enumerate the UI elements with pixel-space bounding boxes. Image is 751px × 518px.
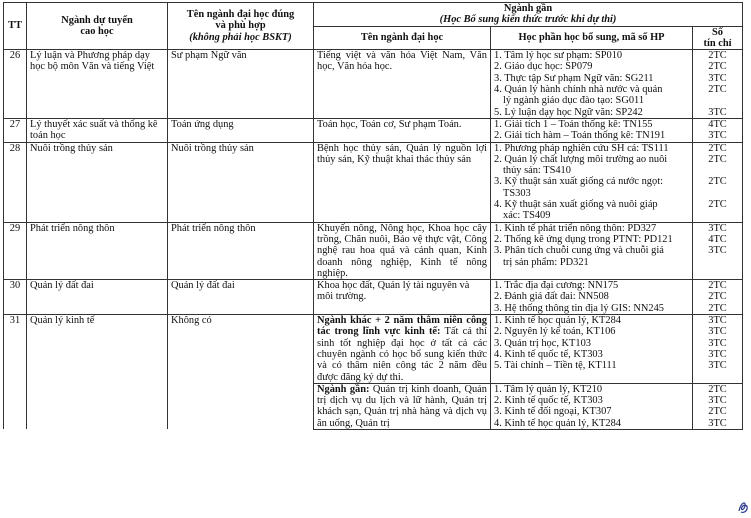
table-row — [4, 142, 743, 222]
header-so-tin-chi: Số tín chỉ — [693, 26, 743, 50]
related-majors: Bệnh học thủy sản, Quản lý nguồn lợi thủy sản, Kỹ thuật khai thác thủy sản — [314, 142, 491, 222]
matching-major: Sư phạm Ngữ văn — [168, 50, 314, 119]
credits: 4TC 3TC — [693, 118, 743, 142]
related-majors: Khoa học đất, Quản lý tài nguyên và môi trường. — [314, 280, 491, 315]
signature-mark — [736, 498, 750, 514]
supplementary-course-table — [3, 2, 743, 430]
related-majors: Khuyến nông, Nông học, Khoa học cây trồng, Chăn nuôi, Bảo vệ thực vật, Công nghệ rau hoa quả và cảnh quan, Kinh doanh nông nghiệp, Kinh tế nông nghiệp. — [314, 222, 491, 279]
credits: 3TC 4TC 3TC — [693, 222, 743, 279]
credits: 2TC 3TC 2TC 3TC — [693, 383, 743, 429]
table-row — [4, 315, 743, 384]
related-majors-other: Ngành khác + 2 năm thâm niên công tác trong lĩnh vực kinh tế: Tất cả thí sinh tốt nghiệp đại học ở tất cả các chuyên ngành có học bổ sung kiến thức và có thâm niên công tác 2 năm đều được đăng ký dự thi. — [314, 315, 491, 384]
table-row — [4, 50, 743, 119]
credits: 2TC 2TC 3TC 2TC 3TC — [693, 50, 743, 119]
header-hoc-phan: Học phần học bổ sung, mã số HP — [491, 26, 693, 50]
target-major: Quản lý kinh tế — [27, 315, 168, 430]
supplementary-courses: 1. Kinh tế học quản lý, KT284 2. Nguyên lý kế toán, KT106 3. Quản trị học, KT103 4. Kinh tế quốc tế, KT303 5. Tài chính – Tiền tệ, KT111 — [491, 315, 693, 384]
target-major: Phát triển nông thôn — [27, 222, 168, 279]
matching-major: Không có — [168, 315, 314, 430]
header-nganh-du-tuyen: Ngành dự tuyển cao học — [27, 3, 168, 50]
supplementary-courses: 1. Phương pháp nghiên cứu SH cá: TS111 2. Quản lý chất lượng môi trường ao nuôi thủy sản: TS410 3. Kỹ thuật sản xuất giống cá nước ngọt: TS303 4. Kỹ thuật sản xuất giống và nuôi giáp xác: TS409 — [491, 142, 693, 222]
supplementary-courses: 1. Tâm lý quản lý, KT210 2. Kinh tế quốc tế, KT303 3. Kinh tế đối ngoại, KT307 4. Kinh tế học quản lý, KT284 — [491, 383, 693, 429]
related-majors: Tiếng việt và văn hóa Việt Nam, Văn học, Văn hóa học. — [314, 50, 491, 119]
supplementary-courses: 1. Kinh tế phát triển nông thôn: PD327 2. Thống kê ứng dụng trong PTNT: PD121 3. Phân tích chuỗi cung ứng và chuỗi giá trị sản phẩm: PD321 — [491, 222, 693, 279]
credits: 3TC 3TC 3TC 3TC 3TC — [693, 315, 743, 384]
other-majors-heading: Ngành khác + 2 năm thâm niên công tác trong lĩnh vực kinh tế: — [317, 315, 487, 338]
target-major: Lý luận và Phương pháp dạy học bộ môn Văn và tiếng Việt — [27, 50, 168, 119]
table-row — [4, 222, 743, 279]
header-ten-nganh-dai-hoc: Tên ngành đại học — [314, 26, 491, 50]
related-majors: Toán học, Toán cơ, Sư phạm Toán. — [314, 118, 491, 142]
supplementary-courses: 1. Tâm lý học sư phạm: SP010 2. Giáo dục học: SP079 3. Thực tập Sư phạm Ngữ văn: SG211 4. Quản lý hành chính nhà nước và quản lý ngành giáo dục đào tạo: SG011 5. Lý luận dạy học Ngữ văn: SP242 — [491, 50, 693, 119]
header-nganh-dung-phu-hop: Tên ngành đại học đúng và phù hợp (không phải học BSKT) — [168, 3, 314, 50]
row-number: 27 — [4, 118, 27, 142]
table-row — [4, 118, 743, 142]
row-number: 26 — [4, 50, 27, 119]
header-tt: TT — [4, 3, 27, 50]
credits: 2TC 2TC 2TC 2TC — [693, 142, 743, 222]
supplementary-courses: 1. Giải tích 1 – Toán thống kê: TN155 2. Giải tích hàm – Toán thống kê: TN191 — [491, 118, 693, 142]
matching-major: Quản lý đất đai — [168, 280, 314, 315]
credits: 2TC 2TC 2TC — [693, 280, 743, 315]
matching-major: Nuôi trồng thủy sản — [168, 142, 314, 222]
matching-major: Toán ứng dụng — [168, 118, 314, 142]
matching-major: Phát triển nông thôn — [168, 222, 314, 279]
target-major: Nuôi trồng thủy sản — [27, 142, 168, 222]
header-nganh-gan: Ngành gần (Học Bổ sung kiến thức trước khi dự thi) — [314, 3, 743, 27]
target-major: Quản lý đất đai — [27, 280, 168, 315]
target-major: Lý thuyết xác suất và thống kê toán học — [27, 118, 168, 142]
row-number: 30 — [4, 280, 27, 315]
row-number: 31 — [4, 315, 27, 430]
supplementary-courses: 1. Trắc địa đại cương: NN175 2. Đánh giá đất đai: NN508 3. Hệ thống thông tin địa lý GIS: NN245 — [491, 280, 693, 315]
row-number: 28 — [4, 142, 27, 222]
table-row — [4, 280, 743, 315]
near-majors-heading: Ngành gần: — [317, 383, 370, 395]
related-majors-near: Ngành gần: Quản trị kinh doanh, Quản trị dịch vụ du lịch và lữ hành, Quản trị khách sạn, Quản trị nhà hàng và dịch vụ ăn uống, Quản trị — [314, 383, 491, 429]
row-number: 29 — [4, 222, 27, 279]
